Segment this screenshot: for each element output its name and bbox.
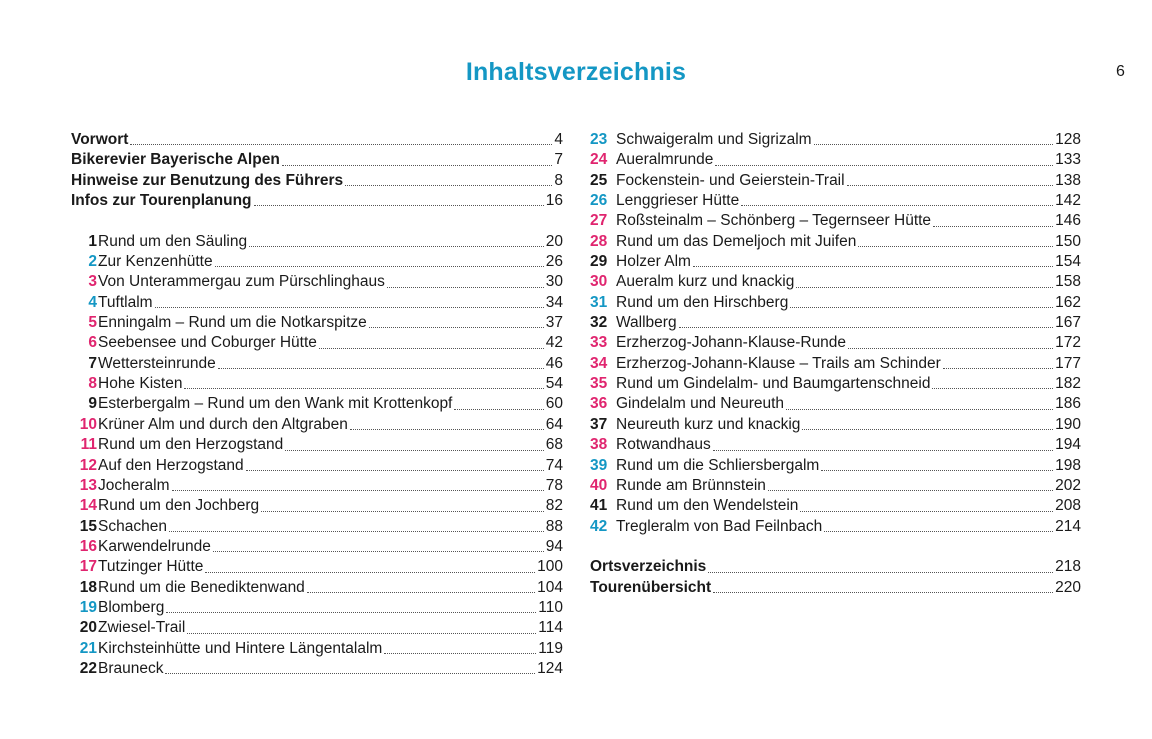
toc-entry-page: 30 (545, 273, 563, 291)
tour-number: 35 (590, 375, 608, 393)
dot-leader (350, 428, 544, 430)
toc-entry-label: Rund um den Säuling (98, 232, 248, 250)
dot-leader (741, 204, 1053, 206)
toc-entry-label: Aueralmrunde (616, 151, 714, 169)
tour-number: 23 (590, 131, 608, 148)
dot-leader (387, 286, 544, 288)
toc-entry-page: 4 (554, 131, 563, 148)
tour-number: 20 (79, 619, 97, 637)
dot-leader (821, 469, 1053, 471)
toc-entry-label: Lenggrieser Hütte (616, 192, 740, 210)
toc-entry-label: Kirchsteinhütte und Hintere Längentalalm (98, 639, 383, 657)
toc-entry-label: Enningalm – Rund um die Notkarspitze (98, 314, 367, 332)
toc-entry-label: Wallberg (616, 314, 677, 332)
dot-leader (307, 591, 535, 593)
toc-entry-tour[interactable] (590, 211, 1081, 231)
toc-entry-tour[interactable] (71, 557, 563, 577)
dot-leader (796, 286, 1053, 288)
toc-entry-label: Rund um Gindelalm- und Baumgartenschneid (616, 375, 931, 393)
toc-entry-page: 64 (545, 415, 563, 433)
toc-entry-page: 138 (1055, 171, 1081, 189)
dot-leader (858, 245, 1053, 247)
dot-leader (802, 428, 1053, 430)
toc-entry-section[interactable] (71, 191, 563, 211)
toc-entry-page: 68 (545, 436, 563, 454)
tour-number: 26 (590, 192, 608, 210)
toc-entry-page: 150 (1055, 232, 1081, 250)
toc-entry-page: 220 (1055, 578, 1081, 596)
toc-entry-tour[interactable] (71, 639, 563, 659)
toc-entry-page: 177 (1055, 354, 1081, 372)
dot-leader (786, 408, 1053, 410)
toc-entry-label: Ortsverzeichnis (590, 558, 707, 576)
toc-entry-tour[interactable] (71, 537, 563, 557)
toc-outro-list (590, 557, 1081, 598)
toc-entry-tour[interactable] (71, 232, 563, 252)
dot-leader (713, 591, 1053, 593)
dot-leader (848, 347, 1053, 349)
dot-leader (261, 510, 544, 512)
tour-number: 42 (590, 517, 608, 535)
dot-leader (249, 245, 544, 247)
toc-entry-label: Jocheralm (98, 476, 170, 494)
toc-entry-tour[interactable] (590, 252, 1081, 272)
toc-entry-label: Rund um den Wendelstein (616, 497, 799, 515)
toc-entry-label: Aueralm kurz und knackig (616, 273, 795, 291)
tour-number: 5 (88, 314, 97, 332)
tour-number: 40 (590, 476, 608, 494)
tour-number: 7 (88, 354, 97, 372)
toc-entry-page: 218 (1055, 558, 1081, 576)
toc-entry-tour[interactable] (71, 313, 563, 333)
toc-entry-tour[interactable] (71, 415, 563, 435)
toc-entry-page: 172 (1055, 334, 1081, 352)
toc-entry-label: Seebensee und Coburger Hütte (98, 334, 317, 352)
dot-leader (824, 530, 1053, 532)
toc-entry-label: Wettersteinrunde (98, 354, 216, 372)
tour-number: 30 (590, 273, 608, 291)
toc-entry-tour[interactable] (590, 517, 1081, 537)
toc-entry-tour[interactable] (590, 415, 1081, 435)
toc-entry-page: 162 (1055, 293, 1081, 311)
toc-entry-section[interactable] (71, 150, 563, 170)
toc-entry-page: 16 (545, 192, 563, 210)
toc-entry-tour[interactable] (71, 293, 563, 313)
toc-entry-label: Schachen (98, 517, 167, 535)
toc-entry-label: Hohe Kisten (98, 375, 183, 393)
toc-entry-tour[interactable] (71, 578, 563, 598)
toc-entry-label: Schwaigeralm und Sigrizalm (616, 131, 812, 148)
toc-entry-label: Rotwandhaus (616, 436, 711, 454)
tour-number: 24 (590, 151, 608, 169)
toc-entry-tour[interactable] (590, 435, 1081, 455)
tour-number: 16 (79, 537, 97, 555)
page-number: 6 (1116, 63, 1125, 80)
dot-leader (165, 672, 535, 674)
toc-entry-tour[interactable] (71, 394, 563, 414)
toc-entry-label: Blomberg (98, 598, 165, 616)
tour-number: 37 (590, 415, 608, 433)
dot-leader (933, 225, 1053, 227)
tour-number: 15 (79, 517, 97, 535)
toc-entry-label: Erzherzog-Johann-Klause-Runde (616, 334, 847, 352)
tour-number: 21 (79, 639, 97, 657)
toc-entry-tour[interactable] (71, 272, 563, 292)
tour-number: 1 (88, 232, 97, 250)
dot-leader (800, 510, 1053, 512)
toc-entry-tour[interactable] (590, 171, 1081, 191)
tour-number: 2 (88, 253, 97, 271)
dot-leader (679, 326, 1054, 328)
toc-entry-page: 60 (545, 395, 563, 413)
tour-number: 9 (88, 395, 97, 413)
toc-entry-page: 190 (1055, 415, 1081, 433)
toc-entry-page: 208 (1055, 497, 1081, 515)
toc-entry-label: Rund um die Schliersbergalm (616, 456, 820, 474)
toc-right-column (590, 130, 1081, 598)
toc-entry-label: Vorwort (71, 131, 129, 148)
toc-entry-section[interactable] (71, 130, 563, 150)
dot-leader (715, 164, 1053, 166)
toc-entry-tour[interactable] (71, 333, 563, 353)
toc-entry-label: Hinweise zur Benutzung des Führers (71, 171, 344, 189)
dot-leader (215, 265, 544, 267)
tour-number: 29 (590, 253, 608, 271)
dot-leader (130, 143, 552, 145)
toc-entry-label: Neureuth kurz und knackig (616, 415, 801, 433)
toc-entry-tour[interactable] (590, 354, 1081, 374)
toc-entry-label: Fockenstein- und Geierstein-Trail (616, 171, 845, 189)
toc-entry-tour[interactable] (590, 232, 1081, 252)
tour-number: 22 (79, 659, 97, 677)
dot-leader (932, 387, 1053, 389)
dot-leader (285, 449, 543, 451)
toc-entry-page: 20 (545, 232, 563, 250)
toc-entry-page: 119 (538, 639, 563, 657)
toc-intro-list (71, 130, 563, 211)
toc-entry-tour[interactable] (71, 598, 563, 618)
toc-entry-section[interactable] (590, 578, 1081, 598)
toc-entry-tour[interactable] (590, 313, 1081, 333)
toc-entry-label: Tourenübersicht (590, 578, 712, 596)
toc-entry-page: 110 (538, 598, 563, 616)
toc-entry-label: Holzer Alm (616, 253, 691, 271)
toc-entry-page: 124 (537, 659, 563, 677)
toc-left-column (71, 130, 563, 679)
toc-entry-page: 42 (545, 334, 563, 352)
dot-leader (187, 632, 536, 634)
dot-leader (319, 347, 544, 349)
toc-entry-tour[interactable] (71, 374, 563, 394)
dot-leader (169, 530, 544, 532)
toc-entry-tour[interactable] (590, 394, 1081, 414)
tour-number: 38 (590, 436, 608, 454)
dot-leader (184, 387, 543, 389)
toc-entry-tour[interactable] (590, 374, 1081, 394)
tour-number: 39 (590, 456, 608, 474)
toc-entry-page: 100 (537, 558, 563, 576)
tour-number: 32 (590, 314, 608, 332)
toc-entry-tour[interactable] (590, 293, 1081, 313)
toc-entry-page: 214 (1055, 517, 1081, 535)
toc-entry-tour[interactable] (71, 435, 563, 455)
dot-leader (814, 143, 1054, 145)
dot-leader (369, 326, 544, 328)
tour-number: 33 (590, 334, 608, 352)
toc-tour-list-right (590, 130, 1081, 537)
tour-number: 31 (590, 293, 608, 311)
toc-entry-tour[interactable] (590, 333, 1081, 353)
toc-entry-label: Tuftlalm (98, 293, 153, 311)
tour-number: 14 (79, 497, 97, 515)
toc-entry-page: 8 (554, 171, 563, 189)
toc-entry-page: 194 (1055, 436, 1081, 454)
page-title: Inhaltsverzeichnis (465, 58, 687, 86)
toc-entry-label: Erzherzog-Johann-Klause – Trails am Schinder (616, 354, 941, 372)
toc-entry-page: 146 (1055, 212, 1081, 230)
dot-leader (943, 367, 1053, 369)
tour-number: 13 (79, 476, 97, 494)
toc-entry-label: Zur Kenzenhütte (98, 253, 213, 271)
dot-leader (708, 571, 1053, 573)
toc-entry-tour[interactable] (71, 618, 563, 638)
dot-leader (166, 611, 536, 613)
toc-entry-label: Karwendelrunde (98, 537, 211, 555)
tour-number: 25 (590, 171, 608, 189)
toc-entry-tour[interactable] (590, 130, 1081, 150)
toc-entry-label: Runde am Brünnstein (616, 476, 766, 494)
toc-entry-page: 142 (1055, 192, 1081, 210)
toc-entry-page: 94 (545, 537, 563, 555)
toc-entry-page: 74 (545, 456, 563, 474)
toc-entry-section[interactable] (71, 171, 563, 191)
toc-entry-page: 202 (1055, 476, 1081, 494)
toc-entry-tour[interactable] (71, 476, 563, 496)
dot-leader (713, 449, 1053, 451)
toc-entry-tour[interactable] (71, 659, 563, 679)
tour-number: 10 (79, 415, 97, 433)
toc-entry-tour[interactable] (71, 354, 563, 374)
dot-leader (768, 489, 1053, 491)
toc-entry-label: Gindelalm und Neureuth (616, 395, 785, 413)
toc-entry-label: Rund um den Hirschberg (616, 293, 789, 311)
dot-leader (254, 204, 544, 206)
toc-entry-label: Rund um die Benediktenwand (98, 578, 305, 596)
dot-leader (246, 469, 544, 471)
toc-entry-label: Rund um den Herzogstand (98, 436, 284, 454)
dot-leader (454, 408, 543, 410)
dot-leader (847, 184, 1054, 186)
tour-number: 36 (590, 395, 608, 413)
tour-number: 6 (88, 334, 97, 352)
toc-entry-label: Esterbergalm – Rund um den Wank mit Krottenkopf (98, 395, 453, 413)
toc-entry-page: 128 (1055, 131, 1081, 148)
toc-entry-label: Tregleralm von Bad Feilnbach (616, 517, 823, 535)
toc-tour-list-left (71, 232, 563, 680)
tour-number: 27 (590, 212, 608, 230)
toc-entry-page: 46 (545, 354, 563, 372)
toc-entry-tour[interactable] (71, 517, 563, 537)
dot-leader (345, 184, 552, 186)
tour-number: 41 (590, 497, 608, 515)
toc-entry-tour[interactable] (590, 272, 1081, 292)
dot-leader (693, 265, 1053, 267)
toc-entry-page: 7 (554, 151, 563, 169)
toc-entry-tour[interactable] (590, 496, 1081, 516)
toc-entry-page: 182 (1055, 375, 1081, 393)
toc-entry-page: 26 (545, 253, 563, 271)
toc-entry-page: 78 (545, 476, 563, 494)
toc-entry-label: Bikerevier Bayerische Alpen (71, 151, 280, 169)
tour-number: 11 (80, 436, 97, 454)
dot-leader (790, 306, 1053, 308)
toc-entry-tour[interactable] (71, 496, 563, 516)
toc-entry-tour[interactable] (71, 252, 563, 272)
toc-entry-tour[interactable] (590, 456, 1081, 476)
toc-entry-tour[interactable] (590, 191, 1081, 211)
tour-number: 19 (79, 598, 97, 616)
toc-entry-page: 114 (538, 619, 563, 637)
dot-leader (218, 367, 544, 369)
toc-entry-page: 104 (537, 578, 563, 596)
dot-leader (172, 489, 544, 491)
toc-entry-label: Infos zur Tourenplanung (71, 192, 252, 210)
toc-entry-page: 167 (1055, 314, 1081, 332)
tour-number: 4 (88, 293, 97, 311)
tour-number: 34 (590, 354, 608, 372)
toc-entry-page: 154 (1055, 253, 1081, 271)
toc-entry-label: Roßsteinalm – Schönberg – Tegernseer Hütte (616, 212, 932, 230)
tour-number: 3 (88, 273, 97, 291)
toc-entry-tour[interactable] (71, 456, 563, 476)
dot-leader (155, 306, 544, 308)
tour-number: 28 (590, 232, 608, 250)
toc-entry-section[interactable] (590, 557, 1081, 577)
toc-entry-page: 186 (1055, 395, 1081, 413)
toc-entry-label: Tutzinger Hütte (98, 558, 204, 576)
toc-entry-label: Zwiesel-Trail (98, 619, 186, 637)
dot-leader (384, 652, 536, 654)
toc-entry-page: 88 (545, 517, 563, 535)
dot-leader (213, 550, 544, 552)
toc-entry-label: Brauneck (98, 659, 164, 677)
tour-number: 17 (79, 558, 97, 576)
toc-entry-tour[interactable] (590, 150, 1081, 170)
toc-entry-page: 82 (545, 497, 563, 515)
dot-leader (282, 164, 553, 166)
toc-entry-label: Rund um den Jochberg (98, 497, 260, 515)
toc-entry-label: Krüner Alm und durch den Altgraben (98, 415, 348, 433)
toc-entry-label: Von Unterammergau zum Pürschlinghaus (98, 273, 385, 291)
toc-entry-tour[interactable] (590, 476, 1081, 496)
toc-entry-page: 133 (1055, 151, 1081, 169)
tour-number: 18 (79, 578, 97, 596)
toc-entry-page: 198 (1055, 456, 1081, 474)
toc-entry-page: 158 (1055, 273, 1081, 291)
tour-number: 8 (88, 375, 97, 393)
toc-entry-page: 54 (545, 375, 563, 393)
dot-leader (205, 571, 535, 573)
tour-number: 12 (79, 456, 97, 474)
toc-entry-page: 37 (545, 314, 563, 332)
toc-entry-label: Auf den Herzogstand (98, 456, 244, 474)
toc-entry-label: Rund um das Demeljoch mit Juifen (616, 232, 857, 250)
toc-entry-page: 34 (545, 293, 563, 311)
